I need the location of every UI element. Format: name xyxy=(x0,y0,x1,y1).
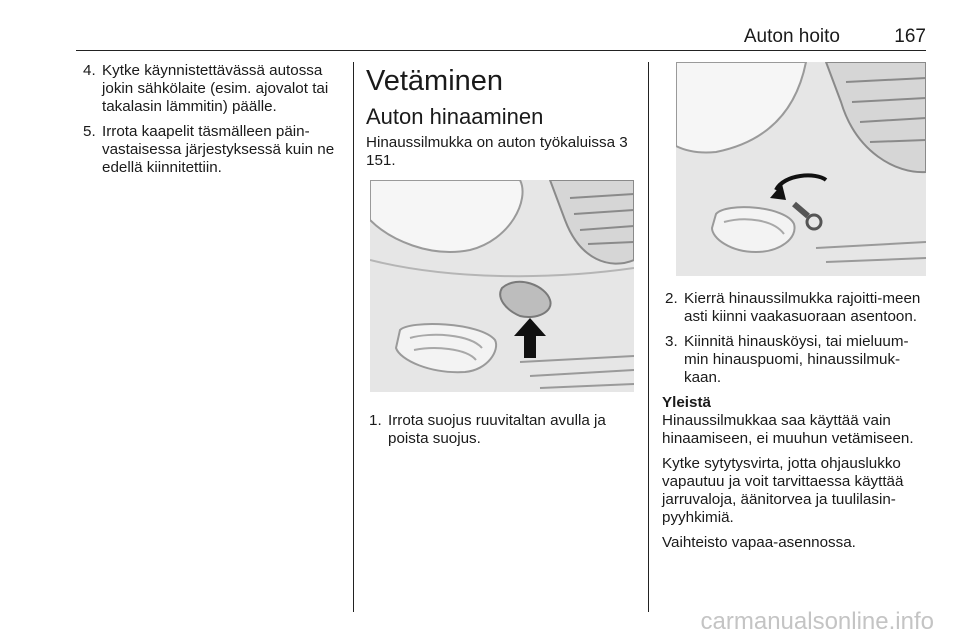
column-1 xyxy=(80,62,342,184)
list-item xyxy=(80,62,342,116)
list-item xyxy=(662,333,930,387)
column-divider xyxy=(353,62,354,612)
step-number: 1. xyxy=(369,412,382,429)
paragraph: Kytke sytytysvirta, jotta ohjauslukko vapautuu ja voit tarvittaessa käyttää jarruvaloja, äänitorvea ja tuulilasin-pyyhkimiä. xyxy=(662,455,904,526)
step-text: Kytke käynnistettävässä autossa jokin sähkölaite (esim. ajovalot tai takalasin lämmitin) päälle. xyxy=(102,62,329,115)
step-number: 5. xyxy=(83,123,96,140)
list-item xyxy=(366,412,636,448)
step-text: Kiinnitä hinausköysi, tai mieluum-min hinauspuomi, hinaussilmuk-kaan. xyxy=(684,333,909,386)
section-heading: Auton hinaaminen xyxy=(366,104,544,129)
steps-list xyxy=(662,290,930,387)
column-2 xyxy=(366,62,636,455)
step-text: Irrota kaapelit täsmälleen päin-vastaisessa järjestyksessä kuin ne edellä kiinnitettiin. xyxy=(102,123,335,176)
watermark: carmanualsonline.info xyxy=(700,608,934,635)
intro-paragraph xyxy=(366,134,636,170)
column-3 xyxy=(662,62,930,559)
cover-removal-illustration xyxy=(370,180,634,392)
step-text: Kierrä hinaussilmukka rajoitti-meen asti kiinni vaakasuoraan asentoon. xyxy=(684,290,921,325)
steps-list xyxy=(80,62,342,177)
step-number: 2. xyxy=(665,290,678,307)
paragraph: Vaihteisto vapaa-asennossa. xyxy=(662,534,856,551)
section-title: Auton hoito xyxy=(743,26,840,47)
page-ref-symbol: 3 xyxy=(619,134,628,151)
page-header xyxy=(76,24,926,51)
page-ref-link[interactable]: 151. xyxy=(366,152,396,169)
tow-eye-illustration xyxy=(676,62,926,276)
step-text: Irrota suojus ruuvitaltan avulla ja poista suojus. xyxy=(388,412,606,447)
paragraph: Hinaussilmukkaa saa käyttää vain hinaamiseen, ei muuhun vetämiseen. xyxy=(662,412,914,447)
step-number: 3. xyxy=(665,333,678,350)
column-divider xyxy=(648,62,649,612)
step-number: 4. xyxy=(83,62,96,79)
list-item xyxy=(80,123,342,177)
steps-list xyxy=(366,412,636,448)
page-number: 167 xyxy=(894,26,926,47)
general-heading: Yleistä xyxy=(662,394,711,411)
intro-text: Hinaussilmukka on auton työkaluissa xyxy=(366,134,616,151)
chapter-title: Vetäminen xyxy=(366,65,504,97)
list-item xyxy=(662,290,930,326)
